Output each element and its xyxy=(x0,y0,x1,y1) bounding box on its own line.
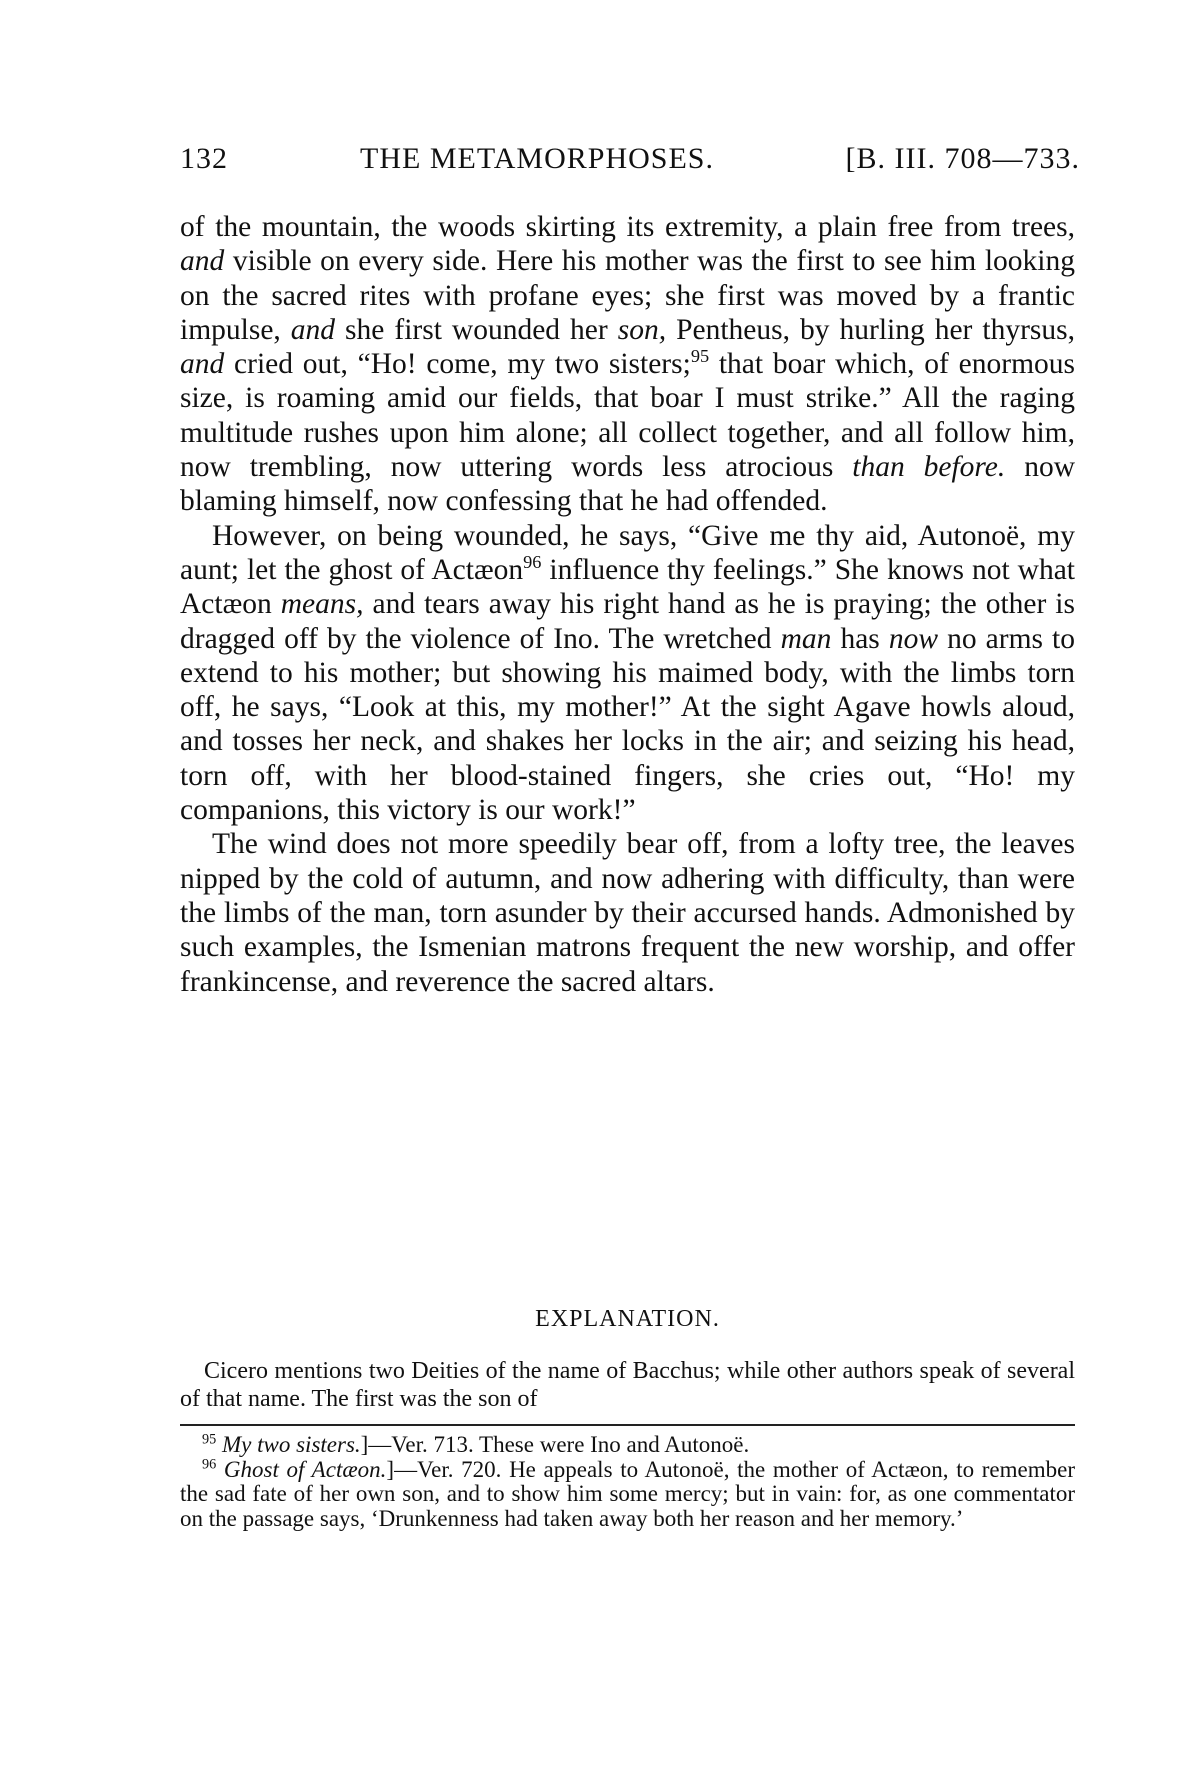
italic-run: and xyxy=(290,313,336,346)
footnotes xyxy=(180,1433,1075,1531)
italic-run: now xyxy=(888,622,939,655)
main-text xyxy=(180,210,1075,999)
footnote-96 xyxy=(180,1455,1075,1532)
italic-run: and xyxy=(180,348,225,381)
footnote-marker-95: 95 xyxy=(690,346,710,367)
paragraph-2 xyxy=(180,519,1075,828)
text-run: influence thy feelings.” She knows not what Actæon xyxy=(180,553,1076,621)
running-header xyxy=(180,142,1080,182)
italic-run: son, xyxy=(617,313,667,346)
text-run: no arms to extend to his mother; but showing his maimed body, with the limbs torn off, he says, “Look at this, my mother!” At the sight Agave howls aloud, and tosses her neck, and shakes her locks in the air; and seizing his head, torn off, with her blood-stained fingers, she cries out, “Ho! my companions, this victory is our work!” xyxy=(180,622,1075,827)
italic-run: man xyxy=(780,622,832,655)
explanation-heading: EXPLANATION. xyxy=(535,1306,720,1332)
text-run: visible on every side. Here his mother was the first to see him looking on the sacred rites with profane eyes; she first was moved by a frantic impulse, xyxy=(180,245,1075,346)
text-run: she first wounded her xyxy=(335,313,618,346)
text-run: cried out, “Ho! come, my two sisters; xyxy=(224,348,691,381)
italic-run: than before. xyxy=(852,451,1006,484)
footnote-number: 96 xyxy=(202,1455,217,1472)
footnote-95 xyxy=(180,1433,1075,1458)
text-run: now blaming himself, now confessing that he had offended. xyxy=(180,451,1075,518)
text-run: However, on being wounded, he says, “Give me thy aid, Autonoë, my aunt; let the ghost of Actæon xyxy=(180,519,1075,586)
footnote-title: My two sisters. xyxy=(222,1432,361,1457)
running-title: THE METAMORPHOSES. xyxy=(360,142,714,175)
text-run: The wind does not more speedily bear off, from a lofty tree, the leaves nipped by the cold of autumn, and now adhering with difficulty, than were the limbs of the man, torn asunder by their accursed hands. Admonished by such examples, the Ismenian matrons frequent the new worship, and offer frankincense, and reverence the sacred altars. xyxy=(180,828,1075,998)
footnote-number: 95 xyxy=(202,1431,217,1448)
text-run: of the mountain, the woods skirting its extremity, a plain free from trees, xyxy=(180,211,1075,243)
footnote-marker-96: 96 xyxy=(523,552,542,573)
text-run: that boar which, of enormous size, is roaming amid our fields, that boar I must strike.” All the raging multitude rushes upon him alone; all collect together, and all follow him, now trembling, now uttering words less atrocious xyxy=(180,348,1075,484)
page-number: 132 xyxy=(180,142,228,175)
text-run: and tears away his right hand as he is praying; the other is dragged off by the violence of Ino. The wretched xyxy=(180,588,1075,655)
explanation-text: Cicero mentions two Deities of the name of Bacchus; while other authors speak of several of that name. The first was the son of xyxy=(180,1358,1075,1412)
footnote-body: ]—Ver. 713. These were Ino and Autonoë. xyxy=(360,1432,750,1457)
footnote-body: ]—Ver. 720. He appeals to Autonoë, the mother of Actæon, to remember the sad fate of her own son, and to show him some mercy; but in vain: for, as one commentator on the passage says, ‘Drunkenness had taken away both her reason and her memory.’ xyxy=(180,1456,1075,1531)
text-run: Pentheus, by hurling her thyrsus, xyxy=(666,313,1075,346)
footnote-title: Ghost of Actæon. xyxy=(223,1456,387,1482)
italic-run: means, xyxy=(280,588,364,621)
footnote-divider xyxy=(180,1424,1075,1426)
italic-run: and xyxy=(180,245,225,278)
book-line-reference: [B. III. 708—733. xyxy=(845,142,1080,175)
paragraph-1 xyxy=(180,210,1075,519)
paragraph-3 xyxy=(180,827,1075,998)
text-run: has xyxy=(831,622,889,655)
